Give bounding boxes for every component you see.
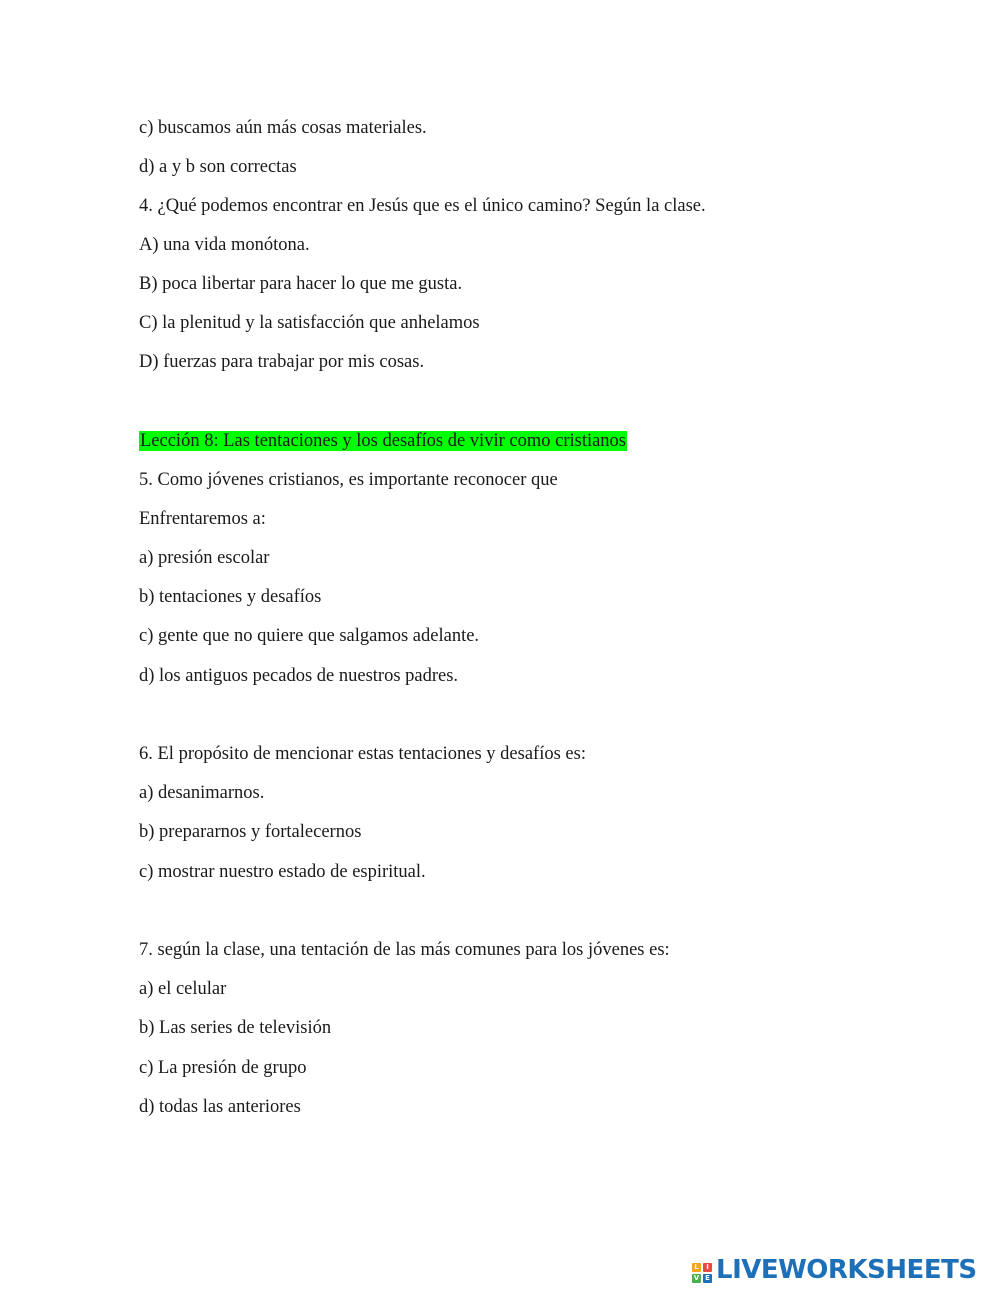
liveworksheets-logo-text: LIVEWORKSHEETS [716,1255,977,1285]
liveworksheets-logo-icon [692,1263,712,1283]
option-5a: a) presión escolar [139,548,270,568]
option-3c: c) buscamos aún más cosas materiales. [139,118,427,138]
option-5c: c) gente que no quiere que salgamos adelante. [139,626,480,646]
option-6c: c) mostrar nuestro estado de espiritual. [139,862,426,882]
liveworksheets-logo [692,1255,977,1285]
question-5: 5. Como jóvenes cristianos, es importante reconocer que [139,470,558,490]
option-5d: d) los antiguos pecados de nuestros padres. [139,666,459,686]
lesson-8-highlight: Lección 8: Las tentaciones y los desafíos de vivir como cristianos [140,431,627,451]
logo-mark-e: E [703,1274,712,1283]
question-5-continuation: Enfrentaremos a: [139,509,266,529]
option-6b: b) prepararnos y fortalecernos [139,822,362,842]
option-4c: C) la plenitud y la satisfacción que anhelamos [139,313,480,333]
logo-mark-v: V [693,1274,700,1282]
question-4: 4. ¿Qué podemos encontrar en Jesús que es el único camino? Según la clase. [139,196,706,216]
option-7b: b) Las series de televisión [139,1018,332,1038]
option-7a: a) el celular [139,979,227,999]
logo-mark-i: I [703,1263,712,1272]
question-7: 7. según la clase, una tentación de las más comunes para los jóvenes es: [139,940,670,960]
logo-mark-l: L [692,1263,701,1272]
option-7c: c) La presión de grupo [139,1058,307,1078]
option-6a: a) desanimarnos. [139,783,265,803]
option-4a: A) una vida monótona. [139,235,310,255]
option-4b: B) poca libertar para hacer lo que me gusta. [139,274,463,294]
option-3d: d) a y b son correctas [139,157,297,177]
option-5b: b) tentaciones y desafíos [139,587,322,607]
lesson-8-heading [139,430,627,452]
option-4d: D) fuerzas para trabajar por mis cosas. [139,352,425,372]
question-6: 6. El propósito de mencionar estas tentaciones y desafíos es: [139,744,586,764]
option-7d: d) todas las anteriores [139,1097,301,1117]
